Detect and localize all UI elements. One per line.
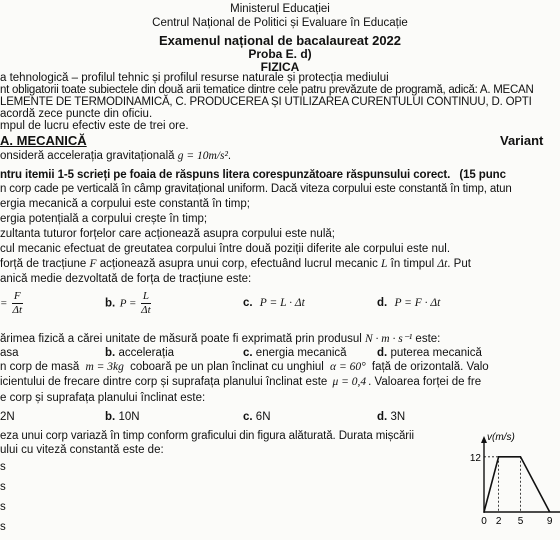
q3-b-text: accelerația xyxy=(118,347,175,359)
q2-b-label: b. xyxy=(105,297,116,310)
q3-option-c xyxy=(243,347,347,359)
q3-c-label: c. xyxy=(243,347,253,359)
q4-mu: μ = 0,4 xyxy=(332,376,367,388)
intro-line-3: LEMENTE DE TERMODINAMICĂ, C. PRODUCEREA ȘI UTILIZAREA CURENTULUI CONTINUU, D. OPTI xyxy=(0,96,532,108)
q4-b-label: b. xyxy=(105,411,116,423)
q2-stem-2: anică medie dezvoltată de forța de tracțiune este: xyxy=(0,273,252,285)
q4-line2-a: icientului de frecare dintre corp și suprafața planului înclinat este xyxy=(0,376,328,388)
q2-a-den: Δt xyxy=(12,304,23,316)
q2-c-label: c. xyxy=(243,297,253,309)
q3-option-a: asa xyxy=(0,347,19,359)
gravity-formula: g = 10m/s² xyxy=(177,150,228,162)
q3-unit: N · m · s⁻¹ xyxy=(365,333,413,345)
instruction-points: (15 punc xyxy=(459,169,506,181)
x-tick-label: 5 xyxy=(517,516,524,527)
q4-line-3: e corp și suprafața planului înclinat este: xyxy=(0,392,206,404)
q1-option-d: cul mecanic efectuat de greutatea corpului între două poziții diferite ale corpului este nul. xyxy=(0,243,451,255)
q2-stem-c: în timpul xyxy=(390,258,435,270)
velocity-series-line xyxy=(484,457,550,512)
q3-c-text: energia mecanică xyxy=(255,347,347,359)
q5-option-a: s xyxy=(0,461,6,473)
instruction-line xyxy=(0,169,506,181)
q2-L-symbol: L xyxy=(381,258,388,270)
center-name: Centrul Național de Politici și Evaluare în Educație xyxy=(152,17,408,29)
probe-title: Proba E. d) xyxy=(248,47,312,61)
q4-c-label: c. xyxy=(243,411,253,423)
q4-line2-b: . Valoarea forței de fre xyxy=(368,376,482,388)
q4-angle: α = 60° xyxy=(330,361,366,373)
q2-d-label: d. xyxy=(377,297,388,309)
velocity-time-graph xyxy=(470,428,560,538)
q5-line-2: ului cu viteză constantă este de: xyxy=(0,444,164,456)
q2-b-den: Δt xyxy=(141,304,151,316)
q4-option-c xyxy=(243,411,271,423)
exam-title: Examenul național de bacalaureat 2022 xyxy=(158,33,402,48)
instruction-text: ntru itemii 1-5 scrieți pe foaia de răspuns litera corespunzătoare răspunsului corect. xyxy=(0,169,451,181)
q2-c-formula: P = L · Δt xyxy=(259,297,305,309)
q4-d-label: d. xyxy=(377,411,388,423)
q3-option-d xyxy=(377,347,482,359)
x-tick-label: 9 xyxy=(546,516,553,527)
q4-option-b xyxy=(105,411,140,423)
q5-option-c: s xyxy=(0,501,6,513)
q4-stem-c: față de orizontală. Valo xyxy=(371,361,489,373)
q4-b-text: 10N xyxy=(118,411,140,423)
q3-d-text: puterea mecanică xyxy=(390,347,482,359)
q4-option-d xyxy=(377,411,405,423)
q1-option-b: ergia potențială a corpului crește în timp; xyxy=(0,213,208,225)
intro-line-4: acordă zece puncte din oficiu. xyxy=(0,108,153,120)
y-tick-label: 12 xyxy=(470,452,481,464)
q2-stem-a: forță de tracțiune xyxy=(0,258,87,270)
x-tick-label: 0 xyxy=(481,516,487,527)
q5-line-1: eza unui corp variază în timp conform graficului din figura alăturată. Durata mișcării xyxy=(0,430,414,442)
q3-d-label: d. xyxy=(377,347,388,359)
q1-option-c: zultanta tuturor forțelor care acționează asupra corpului este nulă; xyxy=(0,228,335,240)
y-axis-label: v(m/s) xyxy=(487,432,515,443)
q2-option-d xyxy=(377,297,440,309)
q2-stem-b: acționează asupra unui corp, efectuând lucrul mecanic xyxy=(99,258,378,270)
q2-stem-d: . Put xyxy=(447,258,471,270)
q3-stem-text: ărimea fizică a cărei unitate de măsură poate fi exprimată prin produsul xyxy=(0,333,362,345)
variant-label: Variant xyxy=(500,133,544,148)
q2-stem xyxy=(0,258,471,270)
subject-title: FIZICA xyxy=(260,60,300,74)
q1-option-a: ergia mecanică a corpului este constantă în timp; xyxy=(0,198,250,210)
q4-d-text: 3N xyxy=(390,411,406,423)
q4-c-text: 6N xyxy=(255,411,271,423)
gravity-text: onsideră accelerația gravitațională xyxy=(0,150,175,162)
q2-option-a: = $\frac{F}{\Delta t}$ xyxy=(0,290,23,316)
q2-b-num: L xyxy=(142,290,149,302)
section-title: A. MECANICĂ xyxy=(0,133,87,148)
q3-b-label: b. xyxy=(105,347,116,359)
gravity-end: . xyxy=(227,150,232,162)
intro-line-1: a tehnologică – profilul tehnic și profilul resurse naturale și protecția mediului xyxy=(0,72,389,84)
q2-dt-symbol: Δt xyxy=(437,258,448,270)
q4-option-a: 2N xyxy=(0,411,15,423)
q2-a-num: F xyxy=(13,290,21,302)
intro-line-5: mpul de lucru efectiv este de trei ore. xyxy=(0,120,189,132)
ministry-name: Ministerul Educației xyxy=(230,3,330,15)
q2-option-c xyxy=(243,297,305,309)
gravity-line xyxy=(0,150,231,162)
q4-stem-a: n corp de masă xyxy=(0,361,80,373)
q2-F-symbol: F xyxy=(89,258,97,270)
intro-line-2: nt obligatorii toate subiectele din două arii tematice dintre cele patru prevăzute de programă, adică: A. MECAN xyxy=(0,84,534,96)
q4-stem-b: coboară pe un plan înclinat cu unghiul xyxy=(130,361,324,373)
q3-option-b xyxy=(105,347,174,359)
q4-line-2 xyxy=(0,376,481,388)
q2-d-formula: P = F · Δt xyxy=(394,297,441,309)
x-tick-label: 2 xyxy=(495,516,502,527)
q3-stem xyxy=(0,331,440,345)
q1-stem: n corp cade pe verticală în câmp gravitațional uniform. Dacă viteza corpului este constantă în timp, atun xyxy=(0,183,512,195)
q3-stem-end: este: xyxy=(415,333,441,345)
q5-option-d: s xyxy=(0,521,6,533)
q4-mass: m = 3kg xyxy=(85,361,124,373)
q5-option-b: s xyxy=(0,481,6,493)
q2-option-b xyxy=(105,290,151,317)
q2-b-lhs: P = xyxy=(119,297,137,310)
q4-stem xyxy=(0,361,489,373)
